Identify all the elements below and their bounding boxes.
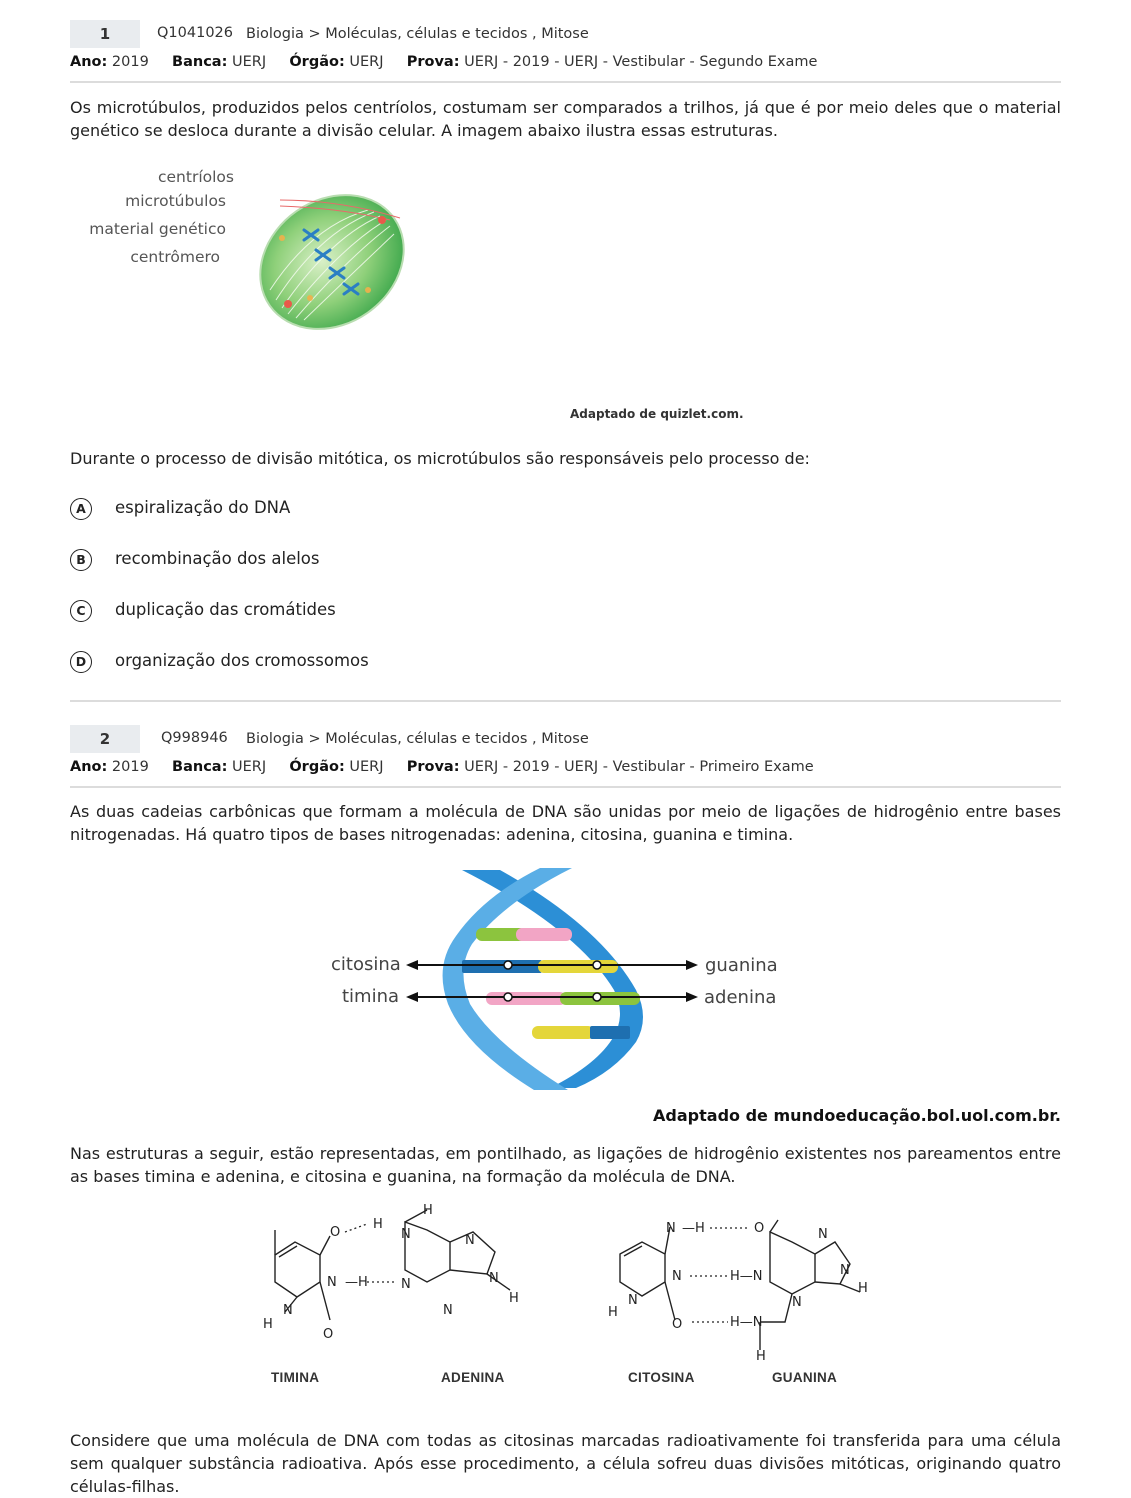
svg-text:H: H	[423, 1203, 433, 1218]
chem-label-guanina: GUANINA	[772, 1370, 838, 1385]
prova-label: Prova:	[406, 759, 460, 775]
question-statement-3: Considere que uma molécula de DNA com todas as citosinas marcadas radioativamente foi transferida para uma célula sem qualquer substância radioativa. Após esse procedimento, a célula sofreu duas divisões mitóticas, originando quatro células-filhas.	[70, 1431, 1061, 1496]
mitotic-cell-image	[240, 178, 420, 348]
question-statement: As duas cadeias carbônicas que formam a molécula de DNA são unidas por meio de ligações de hidrogênio entre bases nitrogenadas. Há quatro tipos de bases nitrogenadas: adenina, citosina, guanina e timina.	[70, 802, 1061, 844]
question-separator	[70, 700, 1061, 702]
banca-label: Banca:	[172, 54, 228, 70]
option-text[interactable]: duplicação das cromátides	[115, 600, 336, 619]
ano-value: 2019	[111, 54, 149, 70]
question-statement: Os microtúbulos, produzidos pelos centríolos, costumam ser comparados a trilhos, já que é por meio deles que o material genético se desloca durante a divisão celular. A imagem abaixo ilustra essas estruturas.	[70, 98, 1061, 140]
svg-text:N: N	[666, 1221, 676, 1236]
question-meta	[70, 54, 817, 70]
svg-text:—H: —H	[682, 1221, 705, 1236]
dna-label-guanina: guanina	[705, 955, 778, 976]
svg-text:N: N	[283, 1303, 293, 1318]
divider	[70, 786, 1061, 788]
orgao-value[interactable]: UERJ	[349, 759, 384, 775]
chem-label-citosina: CITOSINA	[628, 1370, 695, 1385]
svg-text:H: H	[263, 1317, 273, 1332]
cytosine-guanine-structure	[600, 1212, 875, 1362]
option-b[interactable]	[70, 549, 670, 573]
svg-text:N: N	[401, 1277, 411, 1292]
banca-label: Banca:	[172, 759, 228, 775]
svg-text:N: N	[792, 1295, 802, 1310]
option-text[interactable]: recombinação dos alelos	[115, 549, 320, 568]
orgao-label: Órgão:	[289, 759, 345, 775]
svg-text:H—N: H—N	[730, 1315, 763, 1330]
option-a[interactable]	[70, 498, 670, 522]
svg-text:N: N	[628, 1293, 638, 1308]
figure-label-centromero: centrômero	[130, 248, 220, 266]
option-letter[interactable]: D	[70, 651, 92, 673]
ano-label: Ano:	[70, 54, 108, 70]
subject-breadcrumb[interactable]: Biologia > Moléculas, células e tecidos , Mitose	[246, 731, 589, 747]
option-text[interactable]: organização dos cromossomos	[115, 651, 369, 670]
option-c[interactable]	[70, 600, 670, 624]
question-prompt: Durante o processo de divisão mitótica, os microtúbulos são responsáveis pelo processo de:	[70, 449, 810, 468]
svg-text:O: O	[330, 1225, 341, 1240]
question-number-badge: 1	[70, 20, 140, 48]
figure-label-centriolos: centríolos	[158, 168, 234, 186]
question-code[interactable]: Q998946	[161, 730, 228, 746]
svg-text:N: N	[443, 1303, 453, 1318]
dna-pointer-arrows	[400, 955, 700, 1005]
svg-text:N: N	[840, 1263, 850, 1278]
prova-value[interactable]: UERJ - 2019 - UERJ - Vestibular - Segundo Exame	[464, 54, 818, 70]
thymine-adenine-structure	[255, 1200, 530, 1350]
question-number-badge: 2	[70, 725, 140, 753]
svg-text:H: H	[756, 1349, 766, 1362]
svg-text:O: O	[323, 1327, 334, 1342]
svg-text:O: O	[754, 1221, 765, 1236]
svg-text:H: H	[608, 1305, 618, 1320]
option-letter[interactable]: B	[70, 549, 92, 571]
svg-text:N: N	[672, 1269, 682, 1284]
figure-label-material-genetico: material genético	[89, 220, 226, 238]
orgao-label: Órgão:	[289, 54, 345, 70]
banca-value[interactable]: UERJ	[232, 54, 267, 70]
banca-value[interactable]: UERJ	[232, 759, 267, 775]
dna-label-citosina: citosina	[331, 954, 401, 975]
svg-text:N: N	[401, 1227, 411, 1242]
ano-value: 2019	[111, 759, 149, 775]
question-meta	[70, 759, 814, 775]
svg-text:N: N	[327, 1275, 337, 1290]
orgao-value[interactable]: UERJ	[349, 54, 384, 70]
dna-label-adenina: adenina	[704, 987, 777, 1008]
svg-text:O: O	[672, 1317, 683, 1332]
prova-label: Prova:	[406, 54, 460, 70]
figure-credit: Adaptado de mundoeducação.bol.uol.com.br.	[653, 1106, 1061, 1125]
option-d[interactable]	[70, 651, 670, 675]
dna-label-timina: timina	[342, 986, 400, 1007]
svg-text:—H: —H	[345, 1275, 368, 1290]
question-statement-2: Nas estruturas a seguir, estão representadas, em pontilhado, as ligações de hidrogênio existentes nos pareamentos entre as bases timina e adenina, e citosina e guanina, na formação da molécula de DNA.	[70, 1144, 1061, 1186]
svg-text:H—N: H—N	[730, 1269, 763, 1284]
svg-text:N: N	[818, 1227, 828, 1242]
svg-text:H: H	[858, 1281, 868, 1296]
subject-breadcrumb[interactable]: Biologia > Moléculas, células e tecidos , Mitose	[246, 26, 589, 42]
figure-label-microtubulos: microtúbulos	[125, 192, 226, 210]
question-code[interactable]: Q1041026	[157, 25, 233, 41]
option-letter[interactable]: A	[70, 498, 92, 520]
option-letter[interactable]: C	[70, 600, 92, 622]
svg-text:H: H	[509, 1291, 519, 1306]
svg-text:N: N	[489, 1271, 499, 1286]
chem-label-timina: TIMINA	[271, 1370, 320, 1385]
ano-label: Ano:	[70, 759, 108, 775]
option-text[interactable]: espiralização do DNA	[115, 498, 291, 517]
svg-text:N: N	[465, 1233, 475, 1248]
prova-value[interactable]: UERJ - 2019 - UERJ - Vestibular - Primeiro Exame	[464, 759, 814, 775]
svg-text:H: H	[373, 1217, 383, 1232]
divider	[70, 81, 1061, 83]
figure-credit: Adaptado de quizlet.com.	[570, 407, 744, 421]
chem-label-adenina: ADENINA	[441, 1370, 505, 1385]
